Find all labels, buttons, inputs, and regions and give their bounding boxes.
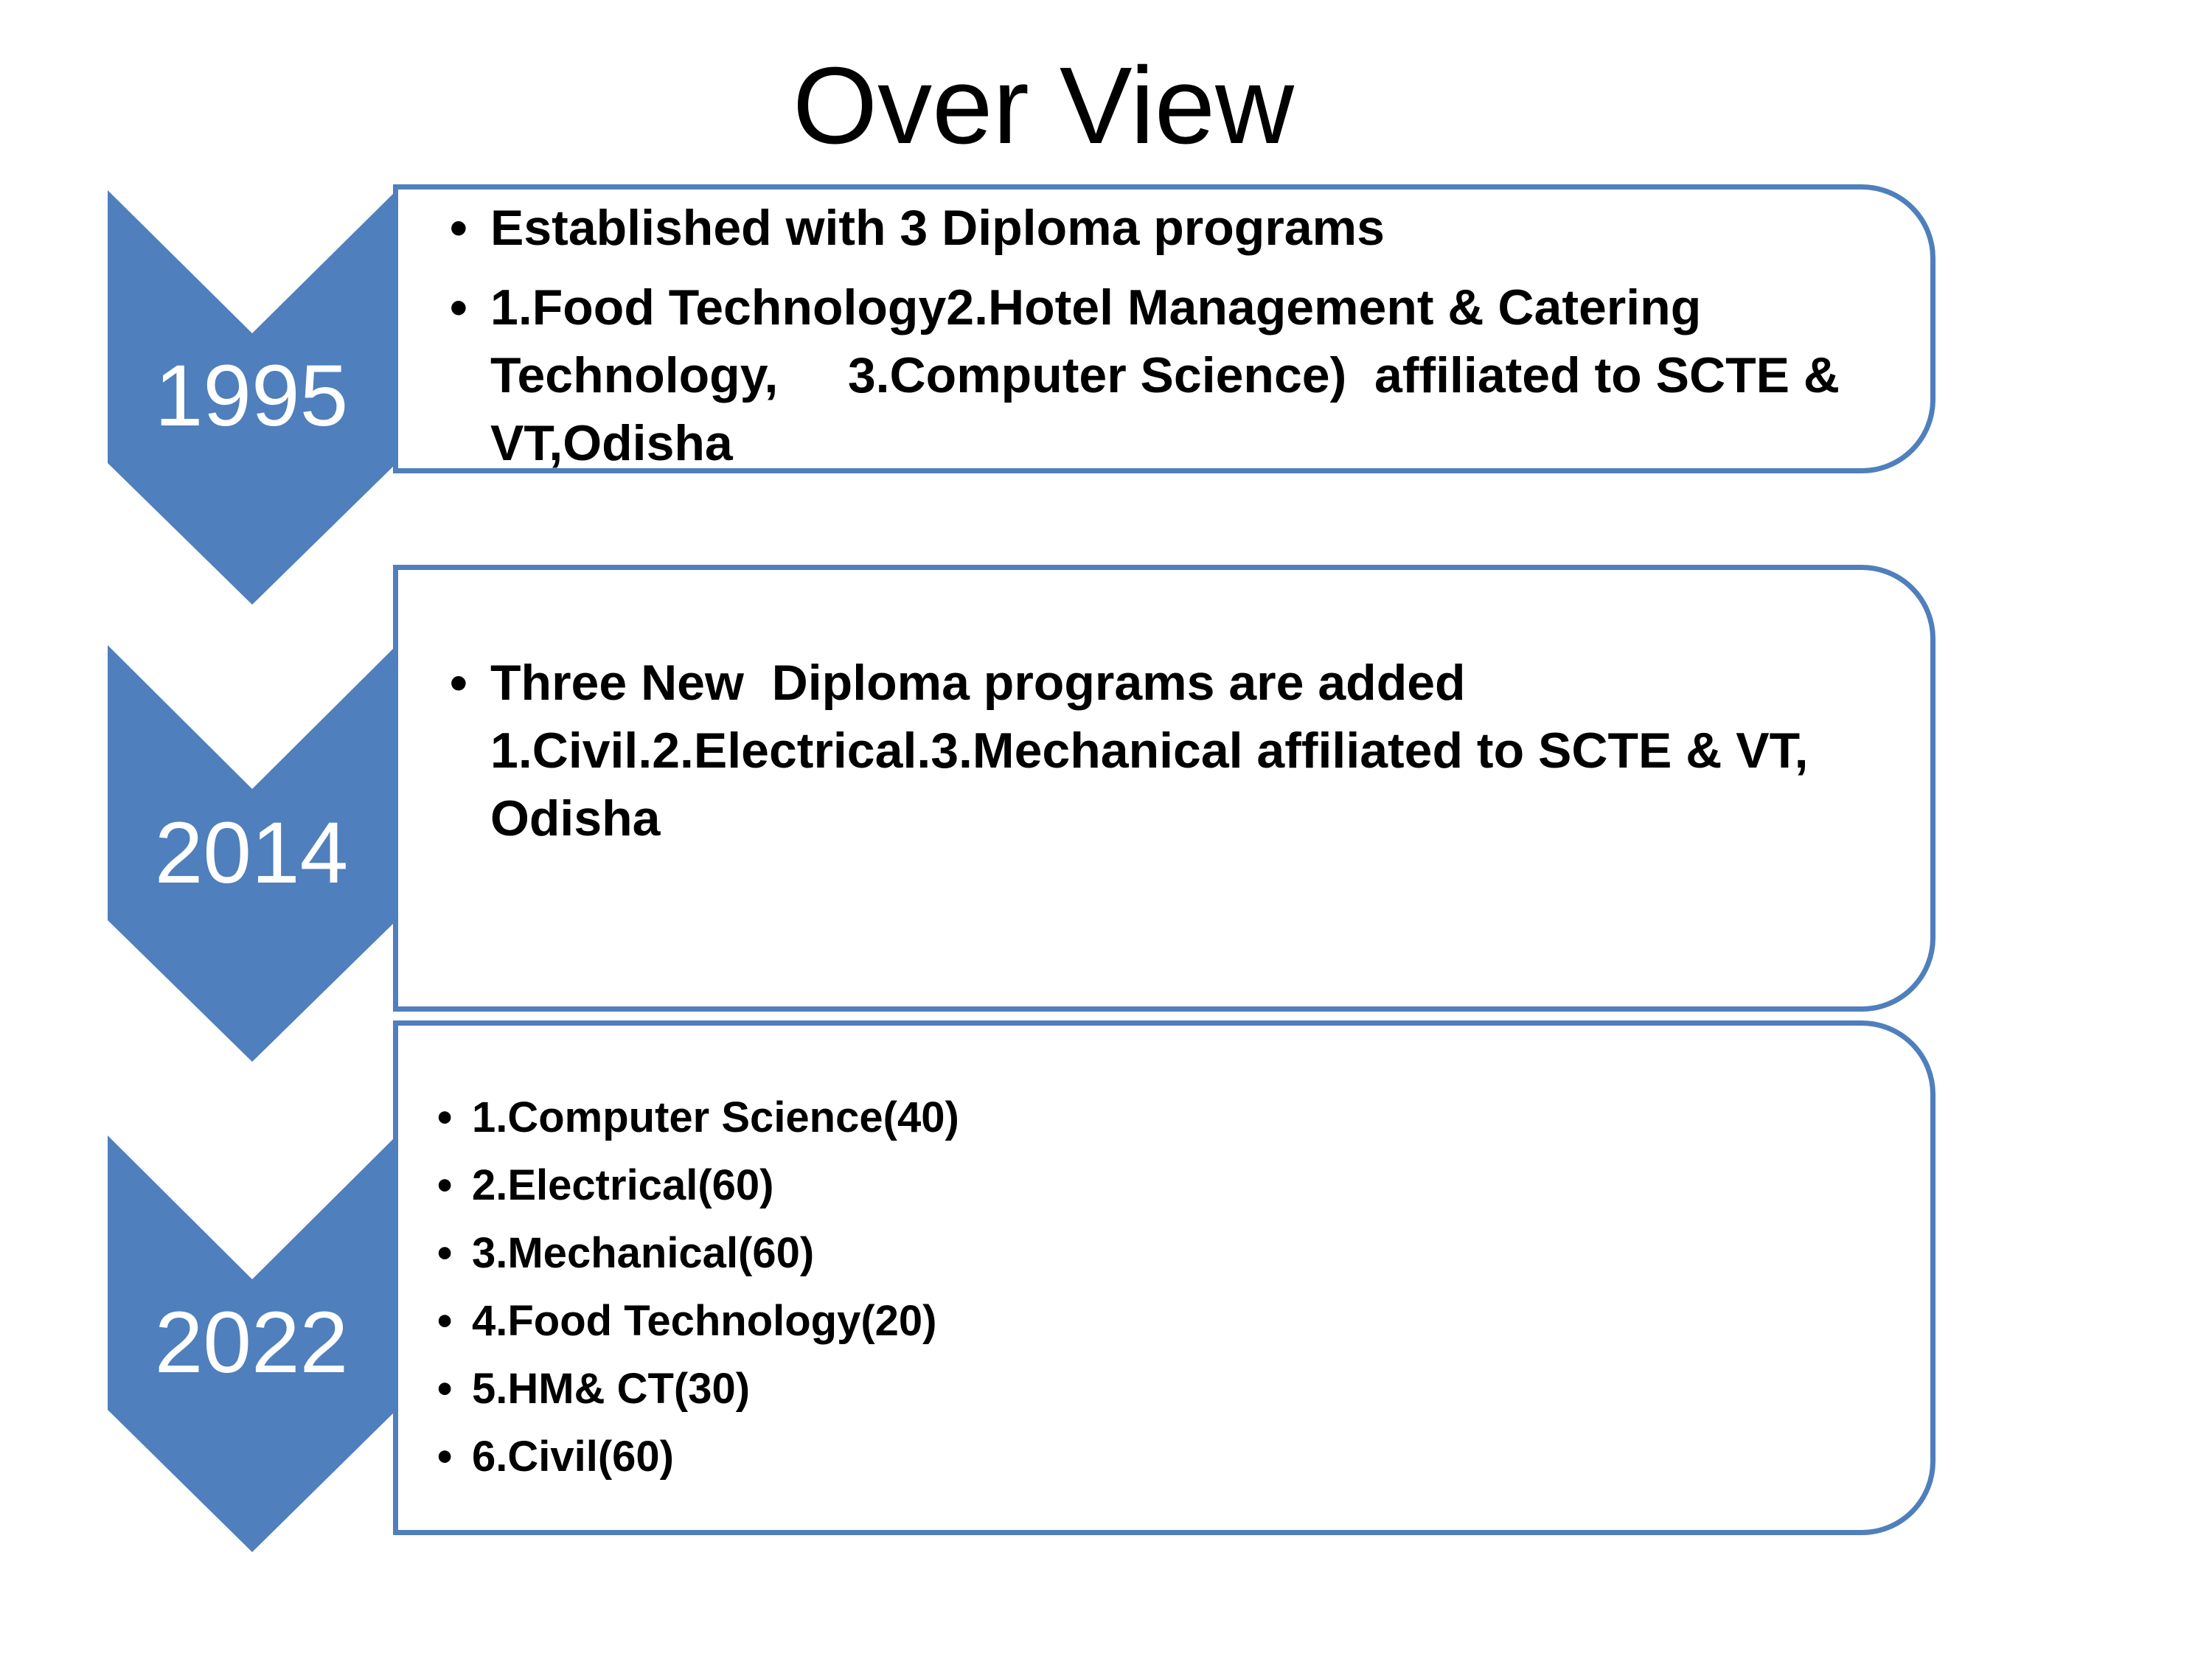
- bullet-icon: •: [450, 200, 467, 256]
- list-item-text: 4.Food Technology(20): [472, 1297, 937, 1345]
- list-item: [450, 649, 1916, 852]
- list-item: [437, 1355, 1916, 1423]
- list-item-text: 1.Computer Science(40): [472, 1093, 959, 1141]
- timeline-box-2022: [393, 1020, 1935, 1535]
- list-item: [437, 1287, 1916, 1355]
- list-item: [437, 1220, 1916, 1287]
- milestone-list-1995: [398, 194, 1930, 477]
- bullet-icon: •: [450, 279, 467, 335]
- list-item: [437, 1152, 1916, 1220]
- bullet-icon: •: [450, 655, 467, 711]
- bullet-icon: •: [437, 1365, 453, 1413]
- year-label-1995: 1995: [154, 347, 349, 445]
- bullet-icon: •: [437, 1229, 453, 1277]
- list-item: [450, 274, 1916, 477]
- list-item-text: Three New Diploma programs are added 1.Civil.2.Electrical.3.Mechanical affiliated to SCTE & VT, Odisha: [490, 655, 1809, 846]
- list-item: [437, 1084, 1916, 1152]
- year-label-2022: 2022: [154, 1294, 349, 1391]
- list-item: [450, 194, 1916, 262]
- bullet-icon: •: [437, 1161, 453, 1209]
- timeline-box-2014: [393, 565, 1935, 1012]
- list-item-text: 5.HM& CT(30): [472, 1365, 751, 1413]
- timeline-box-1995: [393, 184, 1935, 473]
- list-item-text: 1.Food Technology2.Hotel Management & Catering Technology, 3.Computer Science) affiliated to SCTE & VT,Odisha: [490, 279, 1840, 471]
- milestone-list-2014: [398, 649, 1930, 852]
- list-item-text: 6.Civil(60): [472, 1433, 674, 1481]
- bullet-icon: •: [437, 1093, 453, 1141]
- list-item-text: 3.Mechanical(60): [472, 1229, 815, 1277]
- page-title: Over View: [793, 45, 1294, 167]
- bullet-icon: •: [437, 1297, 453, 1345]
- list-item: [437, 1423, 1916, 1491]
- bullet-icon: •: [437, 1433, 453, 1481]
- year-label-2014: 2014: [154, 804, 349, 902]
- list-item-text: Established with 3 Diploma programs: [490, 200, 1385, 256]
- program-intake-list-2022: [398, 1084, 1930, 1491]
- list-item-text: 2.Electrical(60): [472, 1161, 774, 1209]
